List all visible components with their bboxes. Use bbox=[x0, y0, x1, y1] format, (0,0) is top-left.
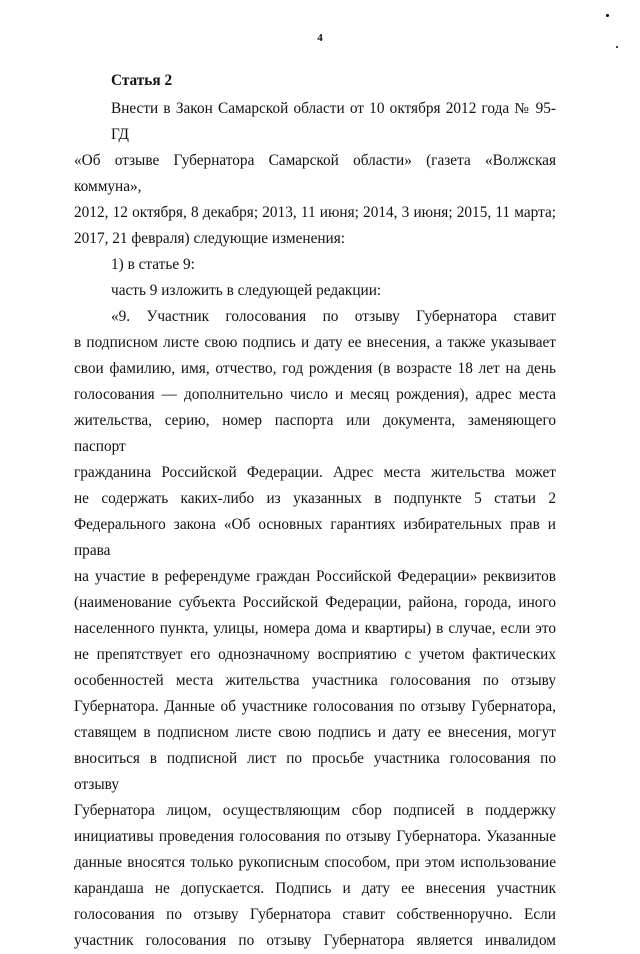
page-number: 4 bbox=[317, 32, 323, 44]
text-line: «Об отзыве Губернатора Самарской области» (газета «Волжская коммуна», bbox=[74, 152, 556, 195]
amended-text bbox=[74, 304, 556, 954]
scan-speck bbox=[606, 14, 609, 17]
scan-speck bbox=[616, 46, 618, 48]
text-line: гражданина Российской Федерации. Адрес места жительства может bbox=[74, 464, 556, 481]
text-line: ставящем в подписном листе свою подпись и дату ее внесения, могут bbox=[74, 724, 556, 741]
text-line: 2017, 21 февраля) следующие изменения: bbox=[74, 230, 346, 247]
text-line: на участие в референдуме граждан Российской Федерации» реквизитов bbox=[74, 568, 556, 585]
text-line: голосования — дополнительно число и месяц рождения), адрес места bbox=[74, 386, 556, 403]
text-line: 2012, 12 октября, 8 декабря; 2013, 11 июня; 2014, 3 июня; 2015, 11 марта; bbox=[74, 204, 556, 221]
text-line: Федерального закона «Об основных гарантиях избирательных прав и права bbox=[74, 516, 556, 559]
text-line: инициативы проведения голосования по отзыву Губернатора. Указанные bbox=[74, 828, 556, 845]
text-line: населенного пункта, улицы, номера дома и квартиры) в случае, если это bbox=[74, 620, 556, 637]
instruction-line: часть 9 изложить в следующей редакции: bbox=[111, 282, 382, 299]
document-body bbox=[74, 66, 556, 954]
text-line: вноситься в подписной лист по просьбе участника голосования по отзыву bbox=[74, 750, 556, 793]
text-line: «9. Участник голосования по отзыву Губернатора ставит bbox=[111, 308, 556, 325]
text-line: свои фамилию, имя, отчество, год рождения (в возрасте 18 лет на день bbox=[74, 360, 556, 377]
text-line: жительства, серию, номер паспорта или документа, заменяющего паспорт bbox=[74, 412, 556, 455]
item-line: 1) в статье 9: bbox=[111, 256, 195, 273]
text-line: в подписном листе свою подпись и дату ее внесения, а также указывает bbox=[74, 334, 556, 351]
text-line: не препятствует его однозначному восприятию с учетом фактических bbox=[74, 646, 556, 663]
intro-paragraph bbox=[74, 96, 556, 252]
text-line: голосования по отзыву Губернатора ставит собственноручно. Если bbox=[74, 906, 556, 923]
text-line: Губернатора. Данные об участнике голосования по отзыву Губернатора, bbox=[74, 698, 556, 715]
text-line: не содержать каких-либо из указанных в подпункте 5 статьи 2 bbox=[74, 490, 556, 507]
text-line: участник голосования по отзыву Губернатора является инвалидом bbox=[74, 932, 556, 949]
text-line: данные вносятся только рукописным способом, при этом использование bbox=[74, 854, 556, 871]
text-line: Внести в Закон Самарской области от 10 октября 2012 года № 95-ГД bbox=[111, 100, 556, 143]
text-line: особенностей места жительства участника голосования по отзыву bbox=[74, 672, 556, 689]
text-line: (наименование субъекта Российской Федерации, района, города, иного bbox=[74, 594, 556, 611]
text-line: карандаша не допускается. Подпись и дату ее внесения участник bbox=[74, 880, 556, 897]
text-line: Губернатора лицом, осуществляющим сбор подписей в поддержку bbox=[74, 802, 556, 819]
article-heading: Статья 2 bbox=[111, 72, 173, 89]
